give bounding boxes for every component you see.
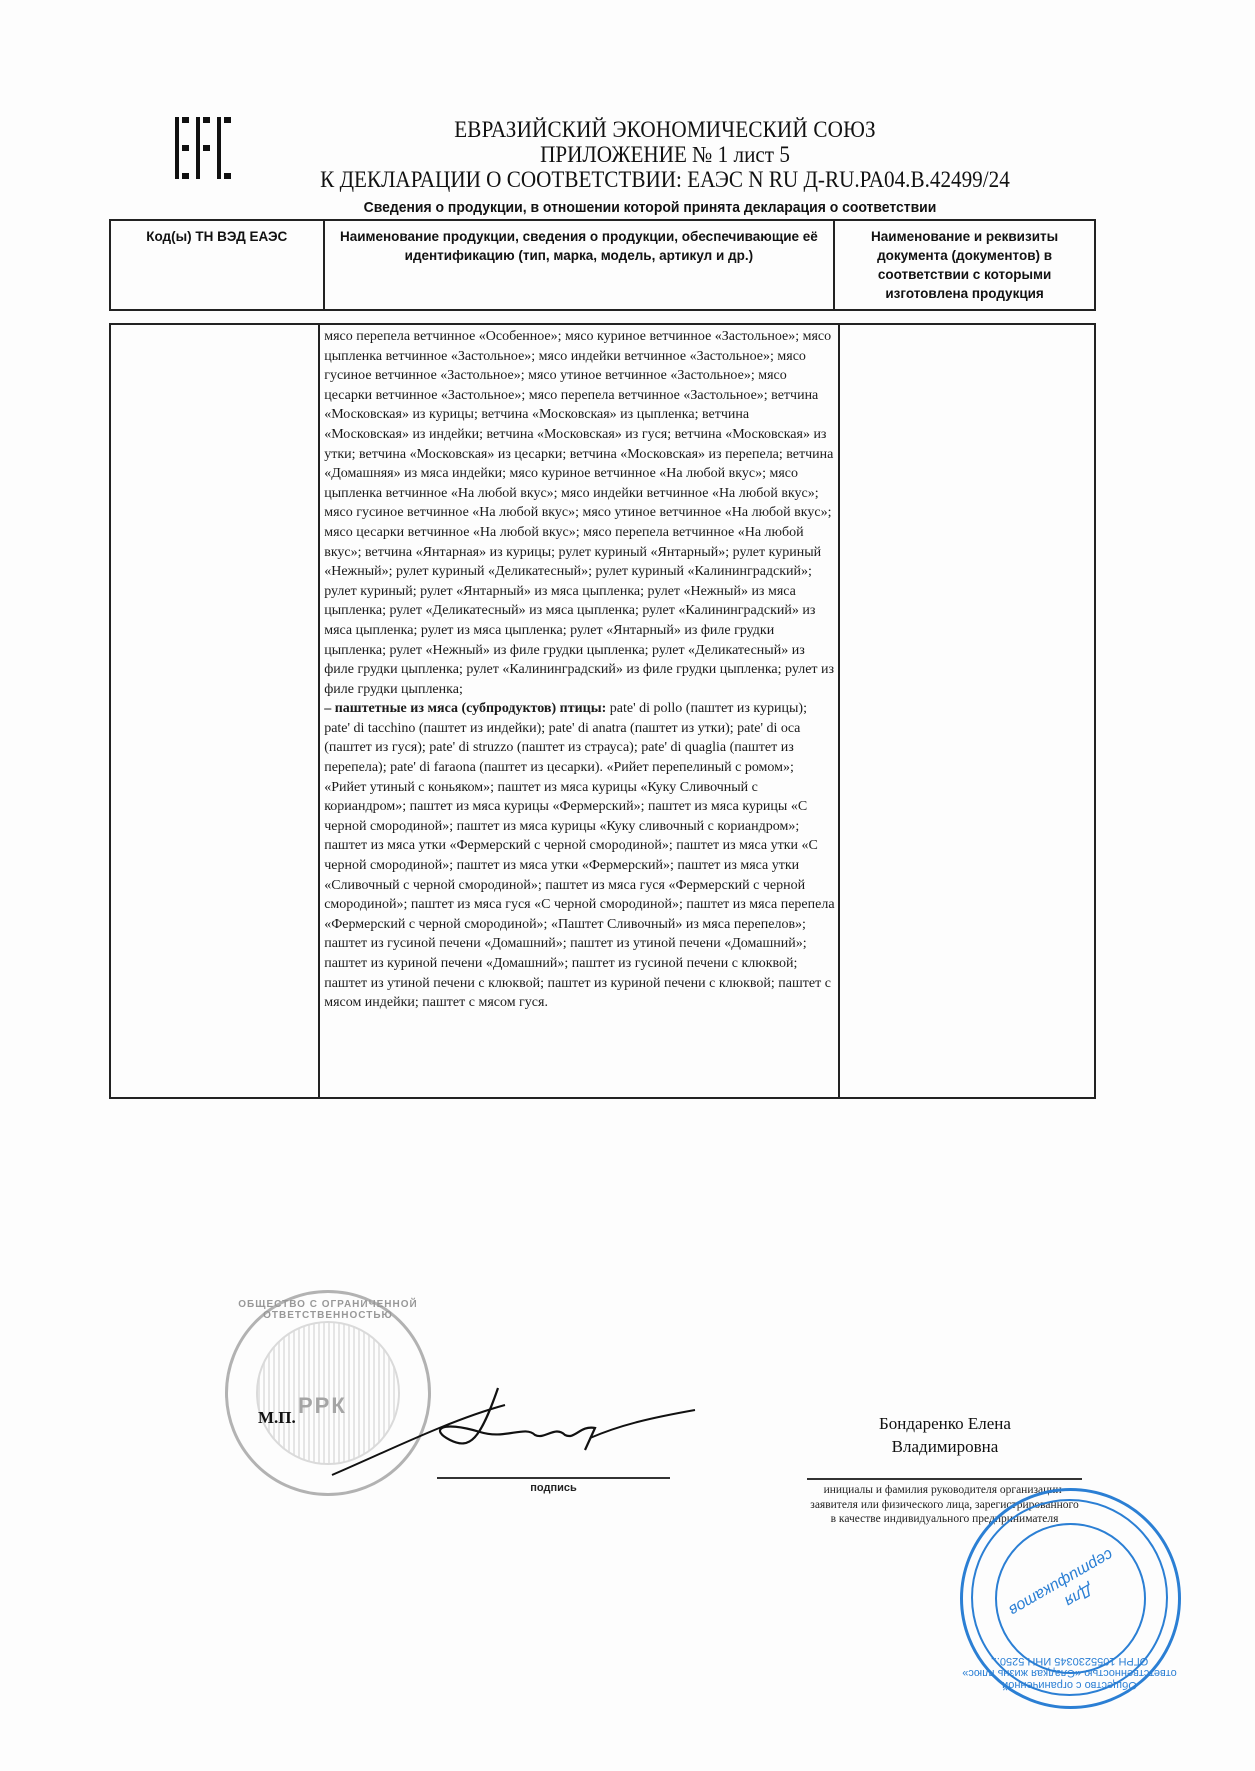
column-header-product: Наименование продукции, сведения о продукции, обеспечивающие её идентификацию (тип, марка, модель, артикул и др.) xyxy=(324,220,835,310)
seal-place-label: М.П. xyxy=(258,1408,296,1427)
product-list-part2: pate' di pollo (паштет из курицы); pate' di tacchino (паштет из индейки); pate' di anatra (паштет из утки); pate' di oca (паштет из гуся); pate' di struzzo (паштет из страуса); pate' di quaglia (паштет из перепела); pate' di faraona (паштет из цесарки). «Рийет перепелиный с ромом»; «Рийет утиный с коньяком»; паштет из мяса курицы «Куку Сливочный с кориандром»; паштет из мяса курицы «Фермерский»; паштет из мяса курицы «С черной смородиной»; паштет из мяса курицы «Куку сливочный с кориандром»; паштет из мяса утки «Фермерский с черной смородиной»; паштет из мяса утки «С черной смородиной»; паштет из мяса утки «Фермерский»; паштет из мяса утки «Сливочный с черной смородиной»; паштет из мяса гуся «Фермерский с черной смородиной»; паштет из мяса гуся «С черной смородиной»; паштет из мяса перепела «Фермерский с черной смородиной»; «Паштет Сливочный» из мяса перепелов»; паштет из гусиной печени «Домашний»; паштет из утиной печени «Домашний»; паштет из куриной печени «Домашний»; паштет из гусиной печени с клюквой; паштет из утиной печени с клюквой; паштет из куриной печени с клюквой; паштет с мясом индейки; паштет с мясом гуся. xyxy=(324,701,835,1011)
signer-caption: инициалы и фамилия руководителя организации- заявителя или физического лица, зарегистрированного в качестве индивидуального предпринимателя xyxy=(810,1484,1079,1525)
seal-ring-text: ОБЩЕСТВО С ОГРАНИЧЕННОЙ ОТВЕТСТВЕННОСТЬЮ xyxy=(238,1299,418,1321)
signer-name-line xyxy=(807,1478,1082,1480)
handwritten-signature-icon xyxy=(330,1380,700,1480)
cell-product-description xyxy=(319,324,839,1098)
cell-document xyxy=(839,324,1095,1098)
signature-line xyxy=(437,1477,670,1479)
certificate-stamp xyxy=(960,1488,1181,1709)
seal-logo-text: РРК xyxy=(298,1393,347,1418)
signer-name-line2: Владимировна xyxy=(891,1437,999,1456)
product-table xyxy=(109,323,1096,1099)
header-appendix-title: ПРИЛОЖЕНИЕ № 1 лист 5 xyxy=(540,142,790,167)
eac-logo-icon xyxy=(175,117,231,179)
stamp-center-text: Для сертификатов xyxy=(1005,1545,1116,1619)
header-union-title: ЕВРАЗИЙСКИЙ ЭКОНОМИЧЕСКИЙ СОЮЗ xyxy=(454,117,876,142)
cell-code xyxy=(110,324,319,1098)
table-caption: Сведения о продукции, в отношении которой принята декларация о соответствии xyxy=(363,199,937,216)
column-header-document: Наименование и реквизиты документа (документов) в соответствии с которыми изготовлена продукция xyxy=(834,220,1095,310)
stamp-ring-text: Общество с ограниченной ответственностью «Сладкая жизнь плюс» ОГРН 1055230345 ИНН 5250... xyxy=(962,1655,1177,1691)
pate-section-heading: – паштетные из мяса (субпродуктов) птицы: xyxy=(324,701,607,717)
header-declaration-number: К ДЕКЛАРАЦИИ О СООТВЕТСТВИИ: ЕАЭС N RU Д-RU.РА04.В.42499/24 xyxy=(320,167,1010,192)
document-header xyxy=(250,117,1080,192)
signature-caption: подпись xyxy=(530,1482,577,1494)
table-row xyxy=(110,324,1095,1098)
product-list-part1: мясо перепела ветчинное «Особенное»; мясо куриное ветчинное «Застольное»; мясо цыпленка ветчинное «Застольное»; мясо индейки ветчинное «Застольное»; мясо гусиное ветчинное «Застольное»; мясо утиное ветчинное «Застольное»; мясо цесарки ветчинное «Застольное»; мясо перепела ветчинное «Застольное»; ветчина «Московская» из курицы; ветчина «Московская» из цыпленка; ветчина «Московская» из индейки; ветчина «Московская» из гуся; ветчина «Московская» из утки; ветчина «Московская» из цесарки; ветчина «Московская» из перепела; ветчина «Домашняя» из мяса индейки; мясо куриное ветчинное «На любой вкус»; мясо цыпленка ветчинное «На любой вкус»; мясо индейки ветчинное «На любой вкус»; мясо гусиное ветчинное «На любой вкус»; мясо утиное ветчинное «На любой вкус»; мясо цесарки ветчинное «На любой вкус»; мясо перепела ветчинное «На любой вкус»; ветчина «Янтарная» из курицы; рулет куриный «Янтарный»; рулет куриный «Нежный»; рулет куриный «Деликатесный»; рулет куриный «Калининградский»; рулет куриный; рулет «Янтарный» из мяса цыпленка; рулет «Нежный» из мяса цыпленка; рулет «Деликатесный» из мяса цыпленка; рулет «Калининградский» из мяса цыпленка; рулет из мяса цыпленка; рулет «Янтарный» из филе грудки цыпленка; рулет «Нежный» из филе грудки цыпленка; рулет «Деликатесный» из филе грудки цыпленка; рулет «Калининградский» из филе грудки цыпленка; рулет из филе грудки цыпленка; xyxy=(324,329,835,697)
column-header-code: Код(ы) ТН ВЭД ЕАЭС xyxy=(110,220,324,310)
signer-name-line1: Бондаренко Елена xyxy=(879,1414,1011,1433)
signer-name xyxy=(830,1412,1060,1458)
table-header xyxy=(109,219,1096,311)
